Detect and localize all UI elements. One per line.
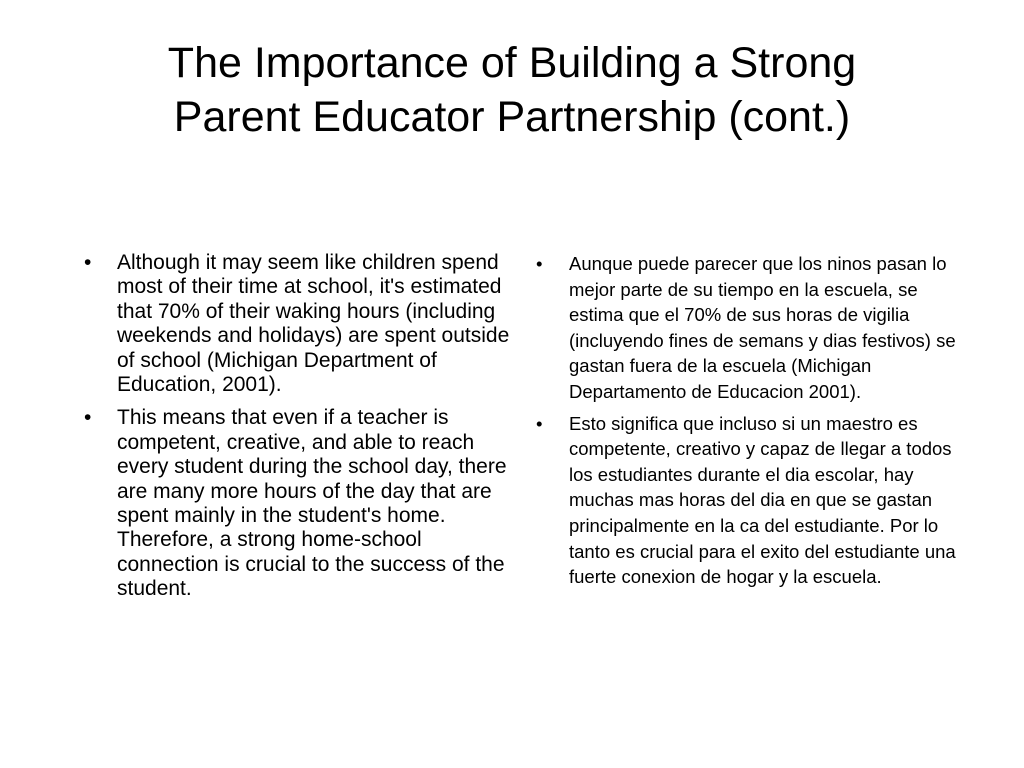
slide-title-line-1: The Importance of Building a Strong	[167, 39, 857, 87]
english-bullet-text: This means that even if a teacher is competent, creative, and able to reach every student during the school day, there are many more hours of the day that are spent mainly in the student's home. Therefore, a strong home-school connection is crucial to the success of the student.	[117, 406, 507, 601]
bullet-icon: •	[536, 412, 543, 434]
bullet-icon: •	[84, 251, 92, 274]
spanish-bullet-text: Aunque puede parecer que los ninos pasan lo mejor parte de su tiempo en la escuela, se estima que el 70% de sus horas de vigilia (incluyendo fines de semans y dias festivos) se gastan fuera de la escuela (Michigan Departamento de Educacion 2001).	[569, 253, 956, 402]
english-bullet-list	[78, 251, 518, 602]
bullet-icon: •	[84, 406, 92, 430]
slide-title	[60, 36, 964, 144]
english-bullet-item	[78, 406, 518, 601]
english-bullet-item	[78, 251, 518, 397]
english-bullet-text: Although it may seem like children spend most of their time at school, it's estimated that 70% of their waking hours (including weekends and holidays) are spent outside of school (Michigan Department of Education, 2001).	[117, 251, 510, 397]
slide-title-line-2: Parent Educator Partnership (cont.)	[173, 93, 851, 141]
spanish-bullet-text: Esto significa que incluso si un maestro es competente, creativo y capaz de llegar a todos los estudiantes durante el dia escolar, hay muchas mas horas del dia en que se gastan principalmente en la ca del estudiante. Por lo tanto es crucial para el exito del estudiante una fuerte conexion de hogar y la escuela.	[569, 412, 956, 588]
spanish-bullet-list	[530, 251, 975, 590]
spanish-bullet-item	[530, 251, 975, 405]
spanish-bullet-item	[530, 411, 975, 590]
bullet-icon: •	[536, 253, 543, 274]
